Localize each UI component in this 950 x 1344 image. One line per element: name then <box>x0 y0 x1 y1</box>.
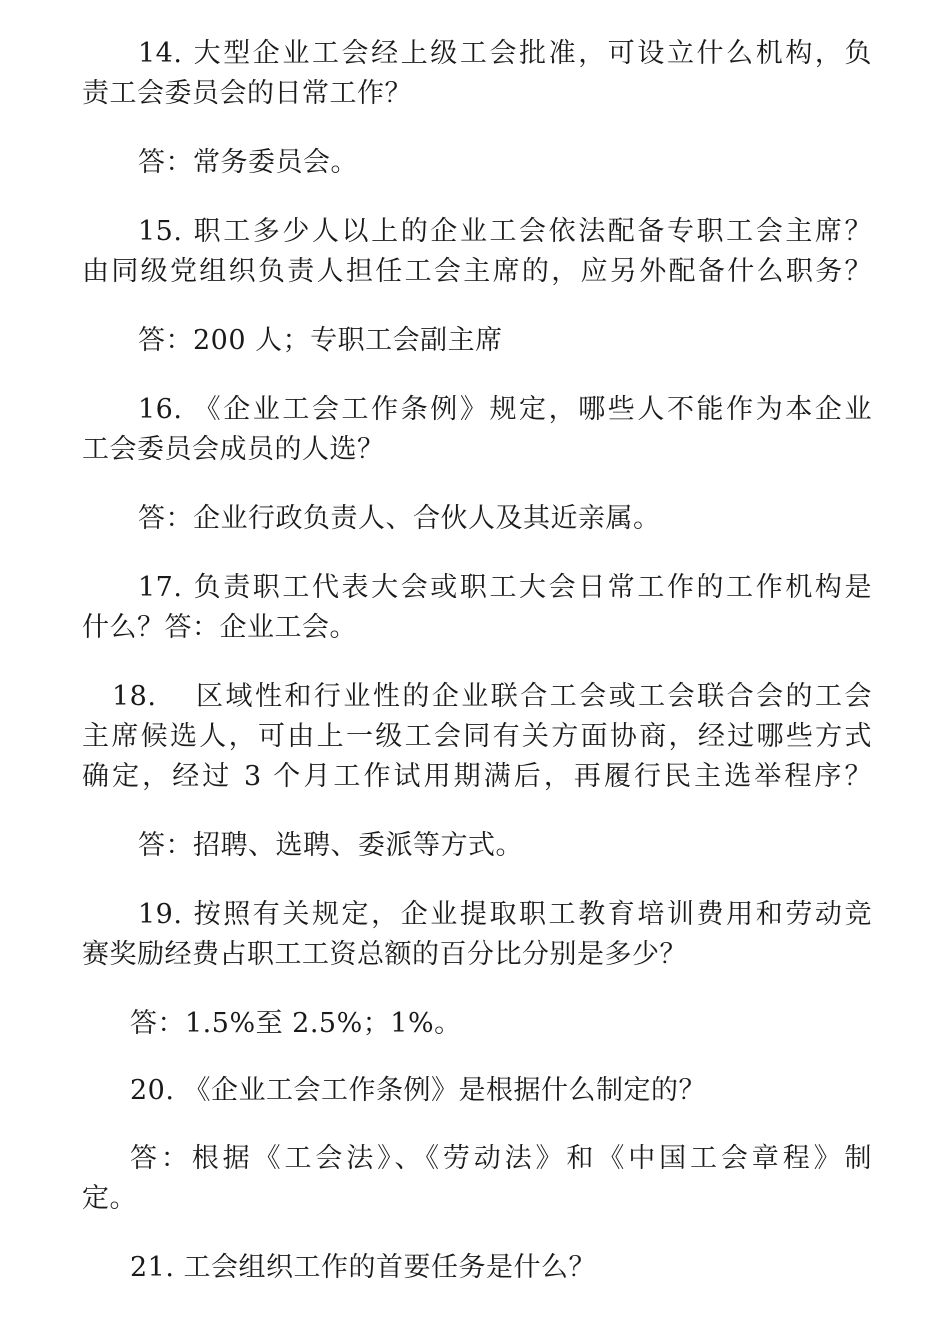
answer-14: 答：常务委员会。 <box>138 147 358 178</box>
question-14-line-2: 责工会委员会的日常工作？ <box>82 78 412 109</box>
answer-20-line-2: 定。 <box>82 1183 137 1214</box>
question-18-line-3: 确定，经过 3 个月工作试用期满后，再履行民主选举程序？ <box>82 761 872 792</box>
question-16-line-2: 工会委员会成员的人选？ <box>82 434 385 465</box>
answer-15: 答：200 人；专职工会副主席 <box>138 325 503 356</box>
answer-20-line-1: 答：根据《工会法》、《劳动法》和《中国工会章程》制 <box>130 1143 872 1174</box>
question-19-line-2: 赛奖励经费占职工工资总额的百分比分别是多少？ <box>82 939 687 970</box>
question-20: 20. 《企业工会工作条例》是根据什么制定的？ <box>130 1075 707 1106</box>
answer-18: 答：招聘、选聘、委派等方式。 <box>138 830 523 861</box>
question-19-line-1: 19. 按照有关规定，企业提取职工教育培训费用和劳动竞 <box>138 899 872 930</box>
question-16-line-1: 16. 《企业工会工作条例》规定，哪些人不能作为本企业 <box>138 394 872 425</box>
question-21: 21. 工会组织工作的首要任务是什么？ <box>130 1252 597 1283</box>
question-18-line-1: 区域性和行业性的企业联合工会或工会联合会的工会 <box>196 681 872 712</box>
question-15-line-1: 15. 职工多少人以上的企业工会依法配备专职工会主席？ <box>138 216 872 247</box>
question-15-line-2: 由同级党组织负责人担任工会主席的，应另外配备什么职务？ <box>82 256 872 287</box>
answer-16: 答：企业行政负责人、合伙人及其近亲属。 <box>138 503 661 534</box>
question-18-line-2: 主席候选人，可由上一级工会同有关方面协商，经过哪些方式 <box>82 721 872 752</box>
question-17-line-1: 17. 负责职工代表大会或职工大会日常工作的工作机构是 <box>138 572 872 603</box>
question-18-number: 18. <box>112 681 157 712</box>
answer-19: 答：1.5%至 2.5%；1%。 <box>130 1008 462 1039</box>
question-14-line-1: 14. 大型企业工会经上级工会批准，可设立什么机构，负 <box>138 38 872 69</box>
question-17-line-2: 什么？答：企业工会。 <box>82 612 357 643</box>
